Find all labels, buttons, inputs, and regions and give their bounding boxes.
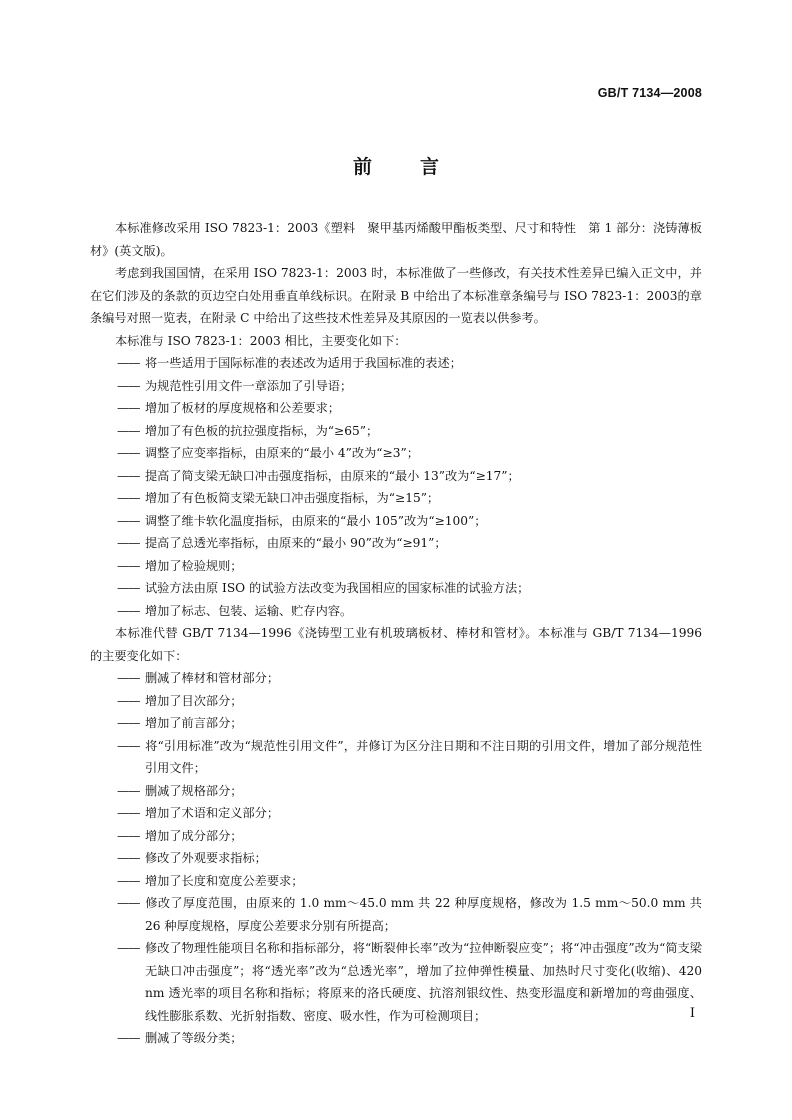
dash-mark: ——	[117, 783, 140, 798]
list-item	[90, 802, 702, 825]
list-item-text: 增加了标志、包装、运输、贮存内容。	[145, 603, 353, 618]
paragraph: 考虑到我国国情，在采用 ISO 7823-1：2003 时，本标准做了一些修改，有关技术性差异已编入正文中，并在它们涉及的条款的页边空白处用垂直单线标识。在附录 B 中给出了本标准章条编号与 ISO 7823-1：2003的章条编号对照一览表，在附录 C 中给出了这些技术性差异及其原因的一览表以供参考。	[90, 266, 702, 325]
dash-mark: ——	[117, 716, 140, 730]
list-item-text: 修改了物理性能项目名称和指标部分，将“断裂伸长率”改为“拉伸断裂应变”；将“冲击强度”改为“简支梁无缺口冲击强度”；将“透光率”改为“总透光率”，增加了拉伸弹性模量、加热时尺寸变化(收缩)、420 nm 透光率的项目名称和指标；将原来的洛氏硬度、抗溶剂银纹性、热变形温度和新增加的弯曲强度、线性膨胀系数、光折射指数、密度、吸水性，作为可检测项目；	[145, 941, 702, 1023]
list-item-text: 修改了外观要求指标；	[145, 851, 267, 865]
dash-mark: ——	[117, 491, 140, 505]
list-item	[90, 690, 702, 713]
list-item	[90, 847, 702, 870]
dash-mark: ——	[117, 446, 140, 460]
list-item-text: 将“引用标准”改为“规范性引用文件”，并修订为区分注日期和不注日期的引用文件，增加了部分规范性引用文件；	[145, 738, 702, 775]
list-item-text: 调整了应变率指标，由原来的“最小 4”改为“≥3”；	[145, 446, 419, 460]
list-item	[90, 712, 702, 735]
list-item-text: 增加了前言部分；	[145, 716, 243, 730]
paragraph: 本标准代替 GB/T 7134—1996《浇铸型工业有机玻璃板材、棒材和管材》。本标准与 GB/T 7134—1996 的主要变化如下：	[90, 626, 702, 663]
dash-mark: ——	[117, 671, 140, 685]
list-item	[90, 825, 702, 848]
list-item	[90, 375, 702, 398]
iso-changes-list	[90, 352, 702, 622]
list-item-text: 提高了简支梁无缺口冲击强度指标，由原来的“最小 13”改为“≥17”；	[145, 468, 520, 483]
dash-mark: ——	[117, 356, 140, 370]
list-item	[90, 442, 702, 465]
dash-mark: ——	[117, 378, 140, 393]
list-item-text: 增加了板材的厚度规格和公差要求；	[145, 401, 340, 415]
list-item-text: 增加了目次部分；	[145, 693, 243, 708]
list-item	[90, 510, 702, 533]
list-item-text: 增加了长度和宽度公差要求；	[145, 873, 304, 888]
page-number: I	[689, 1006, 695, 1021]
dash-mark: ——	[117, 1031, 140, 1045]
list-item-text: 提高了总透光率指标，由原来的“最小 90”改为“≥91”；	[145, 536, 447, 550]
list-item-text: 增加了有色板的抗拉强度指标，为“≥65”；	[145, 423, 379, 438]
dash-mark: ——	[117, 581, 140, 595]
dash-mark: ——	[117, 941, 140, 955]
list-item-text: 删减了棒材和管材部分；	[145, 671, 280, 685]
dash-mark: ——	[117, 603, 140, 618]
dash-mark: ——	[117, 693, 140, 708]
list-item-text: 为规范性引用文件一章添加了引导语；	[145, 378, 353, 393]
list-item-text: 增加了检验规则；	[145, 558, 243, 573]
list-item	[90, 465, 702, 488]
list-item-text: 调整了维卡软化温度指标，由原来的“最小 105”改为“≥100”；	[145, 513, 487, 528]
list-item	[90, 870, 702, 893]
dash-mark: ——	[117, 513, 140, 528]
list-item	[90, 892, 702, 937]
dash-mark: ——	[117, 738, 140, 753]
dash-mark: ——	[117, 851, 140, 865]
list-item-text: 删减了规格部分；	[145, 783, 243, 798]
list-item-text: 将一些适用于国际标准的表述改为适用于我国标准的表述；	[145, 356, 462, 370]
list-item-text: 增加了有色板简支梁无缺口冲击强度指标，为“≥15”；	[145, 491, 440, 505]
list-item-text: 修改了厚度范围，由原来的 1.0 mm～45.0 mm 共 22 种厚度规格，修改为 1.5 mm～50.0 mm 共 26 种厚度规格，厚度公差要求分别有所提高；	[145, 896, 702, 933]
list-item	[90, 735, 702, 780]
list-item	[90, 937, 702, 1027]
dash-mark: ——	[117, 806, 140, 820]
list-item	[90, 577, 702, 600]
list-item	[90, 352, 702, 375]
list-item-text: 增加了术语和定义部分；	[145, 806, 280, 820]
standard-code: GB/T 7134—2008	[597, 86, 702, 100]
foreword-body	[90, 217, 702, 1050]
page-title: 前言	[352, 156, 487, 178]
list-item	[90, 780, 702, 803]
list-item	[90, 397, 702, 420]
dash-mark: ——	[117, 468, 140, 483]
paragraph: 本标准与 ISO 7823-1：2003 相比，主要变化如下：	[115, 333, 407, 348]
dash-mark: ——	[117, 401, 140, 415]
list-item	[90, 420, 702, 443]
paragraph: 本标准修改采用 ISO 7823-1：2003《塑料 聚甲基丙烯酸甲酯板类型、尺寸和特性 第 1 部分：浇铸薄板材》(英文版)。	[90, 221, 702, 258]
list-item	[90, 487, 702, 510]
list-item	[90, 1027, 702, 1050]
list-item-text: 试验方法由原 ISO 的试验方法改变为我国相应的国家标准的试验方法；	[145, 581, 530, 595]
dash-mark: ——	[117, 423, 140, 438]
dash-mark: ——	[117, 536, 140, 550]
list-item	[90, 532, 702, 555]
list-item-text: 增加了成分部分；	[145, 828, 243, 843]
dash-mark: ——	[117, 828, 140, 843]
list-item	[90, 667, 702, 690]
dash-mark: ——	[117, 558, 140, 573]
dash-mark: ——	[117, 873, 140, 888]
changes-1996-list	[90, 667, 702, 1050]
dash-mark: ——	[117, 896, 140, 910]
list-item	[90, 555, 702, 578]
list-item	[90, 600, 702, 623]
list-item-text: 删减了等级分类；	[145, 1031, 243, 1045]
